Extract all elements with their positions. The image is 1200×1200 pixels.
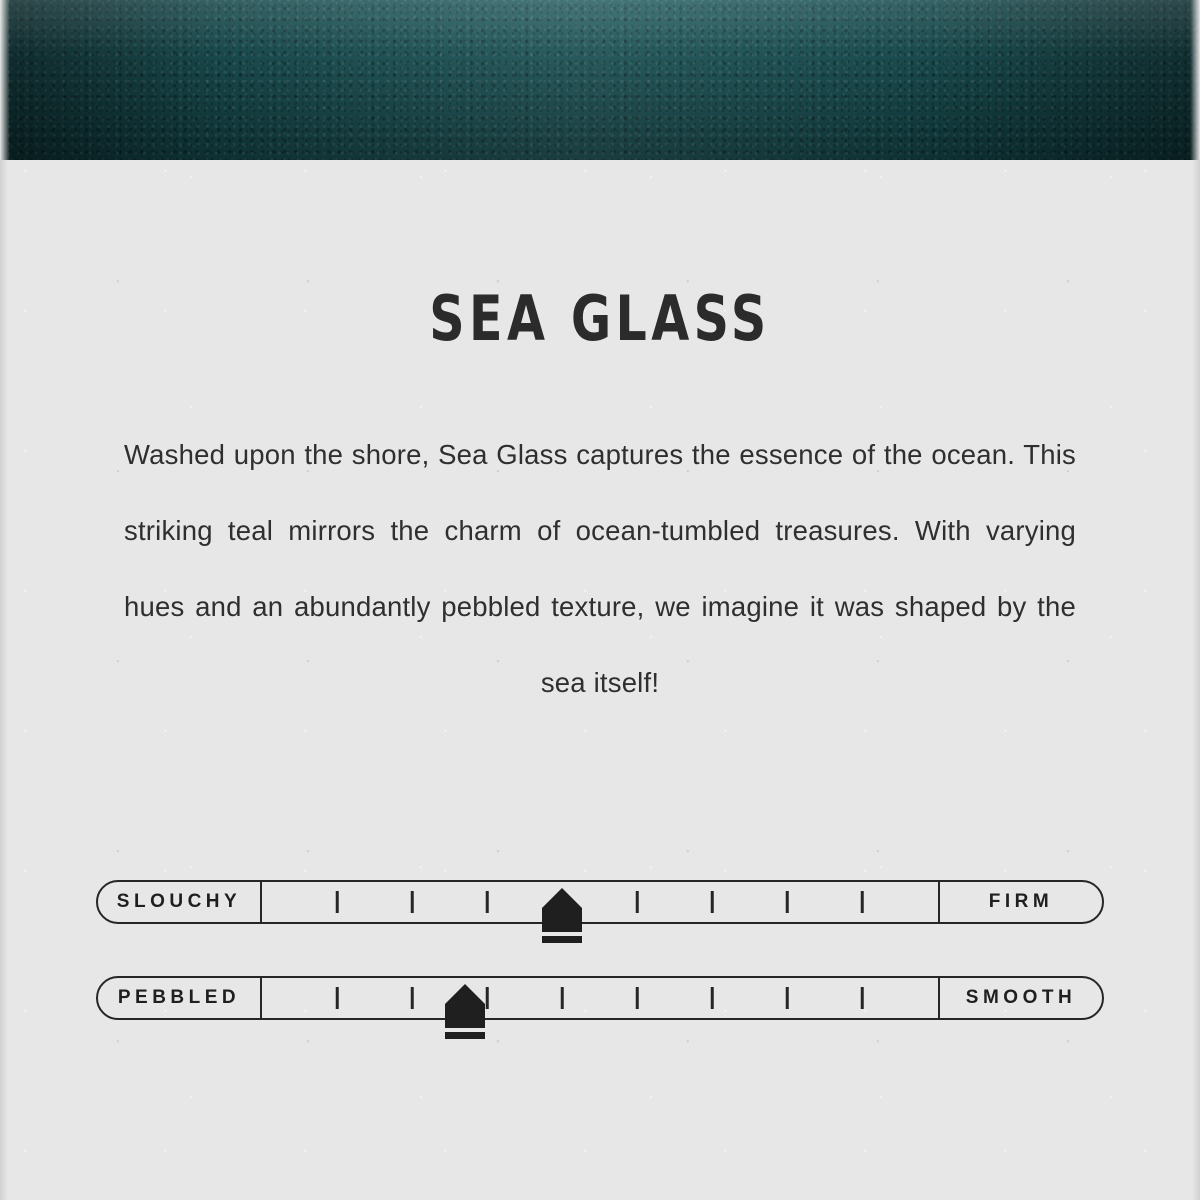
scale-left-label: SLOUCHY	[98, 882, 262, 922]
scale-track[interactable]	[262, 882, 938, 922]
scale-marker[interactable]	[445, 984, 485, 1039]
scale-tick	[636, 891, 639, 913]
scale-tick	[861, 891, 864, 913]
scale-tick	[636, 987, 639, 1009]
scale-tick	[486, 891, 489, 913]
marker-body	[542, 908, 582, 932]
scale-right-label: FIRM	[938, 882, 1102, 922]
scale-tick	[861, 987, 864, 1009]
marker-foot	[542, 936, 582, 943]
scale-bar[interactable]	[96, 976, 1104, 1020]
scale-tick	[411, 987, 414, 1009]
leather-swatch	[0, 0, 1200, 160]
scale-tick	[336, 891, 339, 913]
marker-body	[445, 1004, 485, 1028]
scale-tick	[786, 987, 789, 1009]
scale-tick	[711, 987, 714, 1009]
scale-marker[interactable]	[542, 888, 582, 943]
marker-head-icon	[445, 984, 485, 1004]
scale-tick	[486, 987, 489, 1009]
scale-tick	[411, 891, 414, 913]
marker-foot	[445, 1032, 485, 1039]
scale-right-label: SMOOTH	[938, 978, 1102, 1018]
scale-structure	[96, 880, 1104, 976]
scale-texture	[96, 976, 1104, 1072]
marker-head-icon	[542, 888, 582, 908]
attribute-scales	[0, 880, 1200, 1072]
scale-tick	[786, 891, 789, 913]
scale-tick	[336, 987, 339, 1009]
swatch-left-edge	[0, 0, 10, 160]
leather-sheen-overlay	[0, 0, 1200, 160]
scale-left-label: PEBBLED	[98, 978, 262, 1018]
card-content	[0, 160, 1200, 721]
color-description: Washed upon the shore, Sea Glass captures the essence of the ocean. This striking teal mirrors the charm of ocean-tumbled treasures. With varying hues and an abundantly pebbled texture, we imagine it was shaped by the sea itself!	[124, 439, 1076, 698]
scale-tick	[711, 891, 714, 913]
swatch-right-edge	[1190, 0, 1200, 160]
page-title: SEA GLASS	[429, 282, 771, 355]
scale-track[interactable]	[262, 978, 938, 1018]
scale-tick	[561, 987, 564, 1009]
scale-bar[interactable]	[96, 880, 1104, 924]
